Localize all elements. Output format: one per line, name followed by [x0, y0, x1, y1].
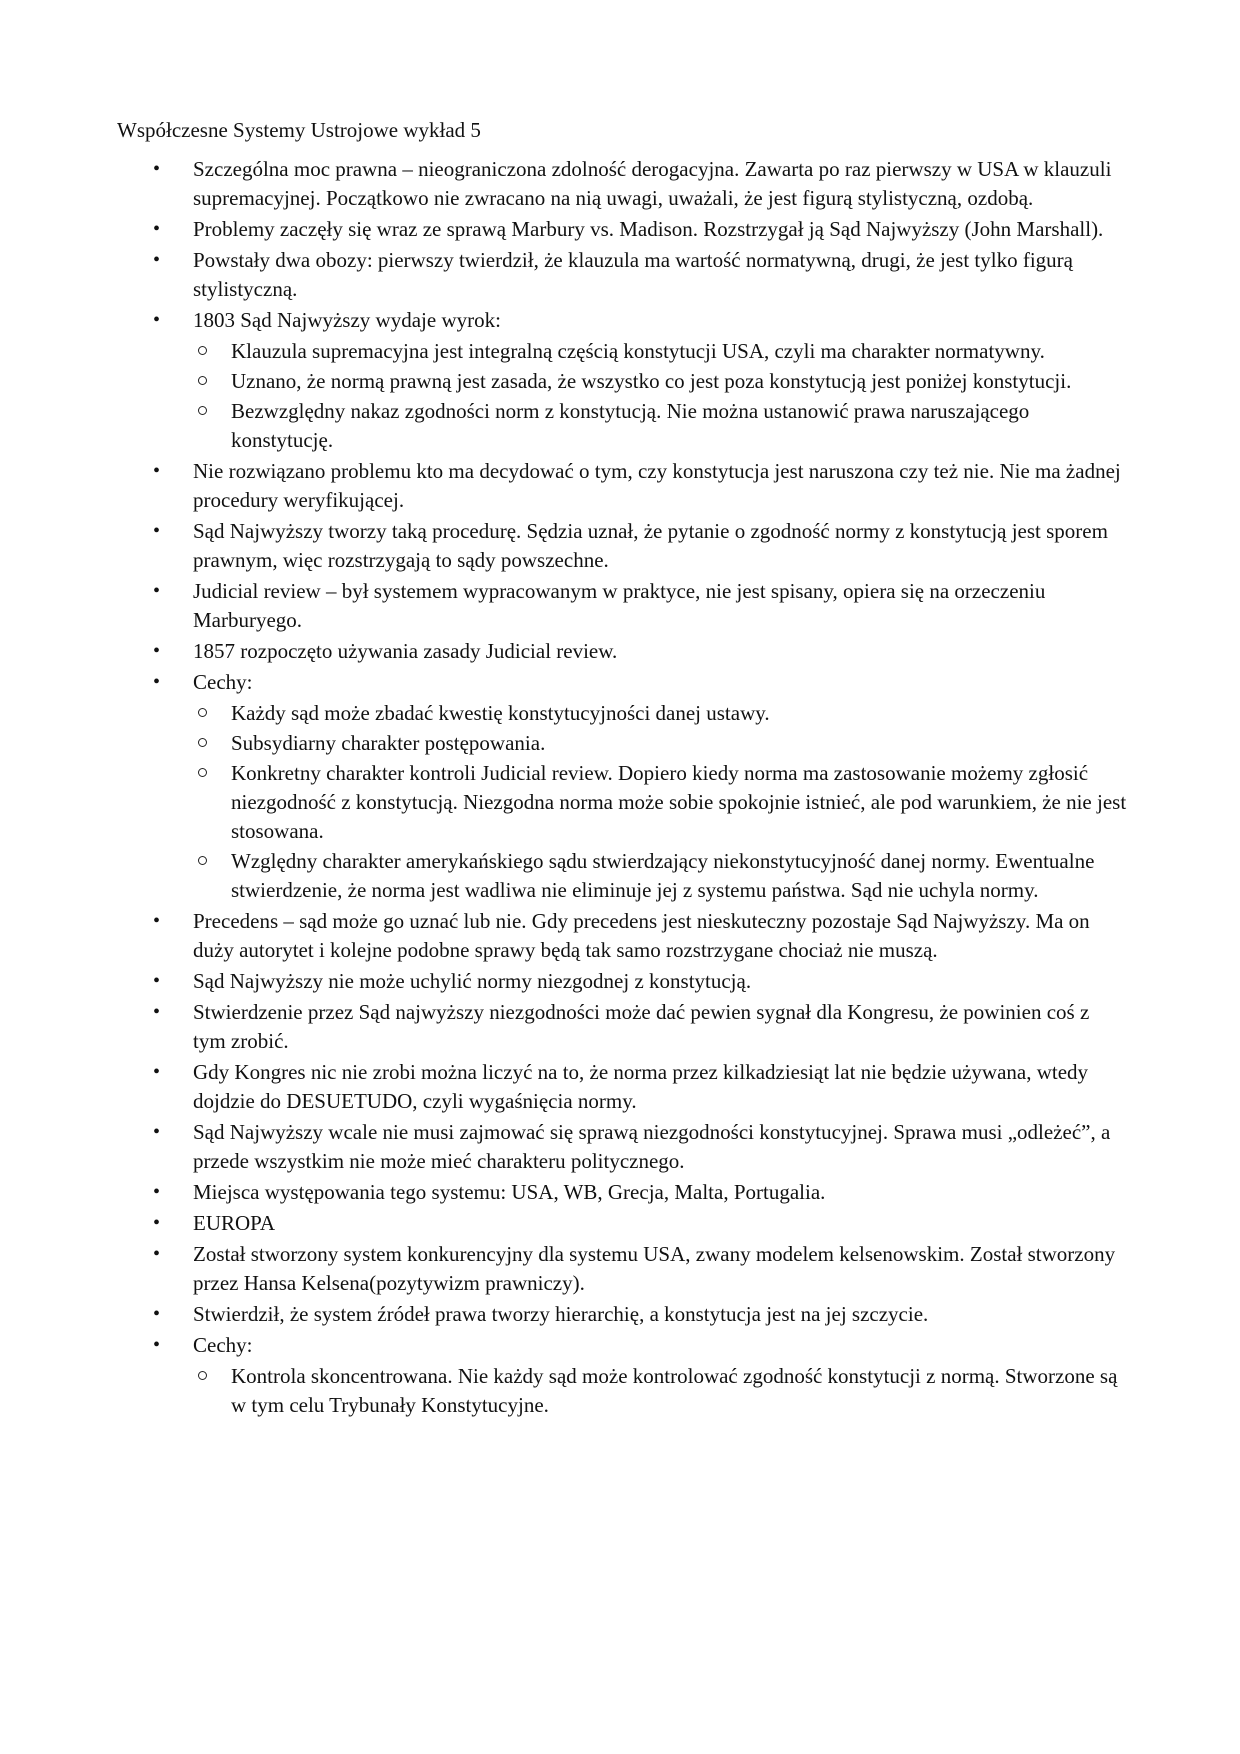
sub-list-item-text: Klauzula supremacyjna jest integralną częścią konstytucji USA, czyli ma charakter normatywny.: [231, 339, 1045, 363]
list-item-text: Precedens – sąd może go uznać lub nie. Gdy precedens jest nieskuteczny pozostaje Sąd Najwyższy. Ma on duży autorytet i kolejne podobne sprawy będą tak samo rozstrzygane chociaż nie muszą.: [193, 909, 1090, 962]
hollow-bullet-icon: [198, 738, 207, 747]
list-item: [117, 1331, 1127, 1420]
list-item-text: Judicial review – był systemem wypracowanym w praktyce, nie jest spisany, opiera się na orzeczeniu Marburyego.: [193, 579, 1046, 632]
sub-list: [193, 337, 1127, 455]
list-item-text: Cechy:: [193, 670, 253, 694]
list-item-text: Został stworzony system konkurencyjny dla systemu USA, zwany modelem kelsenowskim. Został stworzony przez Hansa Kelsena(pozytywizm prawniczy).: [193, 1242, 1116, 1295]
list-item: [117, 577, 1127, 635]
document-title: Współczesne Systemy Ustrojowe wykład 5: [117, 118, 481, 142]
list-item: [117, 215, 1127, 244]
document-page: [117, 116, 1127, 1422]
hollow-bullet-icon: [198, 376, 207, 385]
list-item: [117, 1178, 1127, 1207]
list-item: [117, 668, 1127, 905]
list-item: [117, 907, 1127, 965]
sub-list-item: [193, 699, 1127, 728]
bullet-icon: •: [153, 671, 161, 693]
bullet-icon: •: [153, 460, 161, 482]
bullet-icon: •: [153, 1303, 161, 1325]
sub-list-item: [193, 759, 1127, 846]
bullet-icon: •: [153, 1243, 161, 1265]
sub-list-item: [193, 367, 1127, 396]
list-item-text: Stwierdził, że system źródeł prawa tworzy hierarchię, a konstytucja jest na jej szczycie.: [193, 1302, 929, 1326]
list-item-text: EUROPA: [193, 1211, 276, 1235]
list-item: [117, 1058, 1127, 1116]
sub-list-item-text: Subsydiarny charakter postępowania.: [231, 731, 546, 755]
list-item-text: Problemy zaczęły się wraz ze sprawą Marbury vs. Madison. Rozstrzygał ją Sąd Najwyższy (John Marshall).: [193, 217, 1104, 241]
sub-list-item: [193, 337, 1127, 366]
bullet-icon: •: [153, 218, 161, 240]
bullet-icon: •: [153, 1212, 161, 1234]
bullet-icon: •: [153, 249, 161, 271]
sub-list: [193, 699, 1127, 905]
bullet-icon: •: [153, 309, 161, 331]
bullet-list: [117, 155, 1127, 1420]
list-item: [117, 517, 1127, 575]
list-item-text: Sąd Najwyższy tworzy taką procedurę. Sędzia uznał, że pytanie o zgodność normy z konstytucją jest sporem prawnym, więc rozstrzygają to sądy powszechne.: [193, 519, 1108, 572]
sub-list: [193, 1362, 1127, 1420]
list-item-text: 1857 rozpoczęto używania zasady Judicial review.: [193, 639, 618, 663]
bullet-icon: •: [153, 1334, 161, 1356]
sub-list-item-text: Konkretny charakter kontroli Judicial review. Dopiero kiedy norma ma zastosowanie możemy zgłosić niezgodność z konstytucją. Niezgodna norma może sobie spokojnie istnieć, ale pod warunkiem, że nie jest stosowana.: [231, 761, 1127, 843]
sub-list-item-text: Względny charakter amerykańskiego sądu stwierdzający niekonstytucyjność danej normy. Ewentualne stwierdzenie, że norma jest wadliwa nie eliminuje jej z systemu państwa. Sąd nie uchyla normy.: [231, 849, 1095, 902]
hollow-bullet-icon: [198, 768, 207, 777]
list-item-text: Szczególna moc prawna – nieograniczona zdolność derogacyjna. Zawarta po raz pierwszy w USA w klauzuli supremacyjnej. Początkowo nie zwracano na nią uwagi, uważali, że jest figurą stylistyczną, ozdobą.: [193, 157, 1112, 210]
list-item: [117, 246, 1127, 304]
sub-list-item-text: Każdy sąd może zbadać kwestię konstytucyjności danej ustawy.: [231, 701, 770, 725]
list-item-text: Powstały dwa obozy: pierwszy twierdził, że klauzula ma wartość normatywną, drugi, że jest tylko figurą stylistyczną.: [193, 248, 1073, 301]
sub-list-item-text: Uznano, że normą prawną jest zasada, że wszystko co jest poza konstytucją jest poniżej konstytucji.: [231, 369, 1072, 393]
sub-list-item: [193, 1362, 1127, 1420]
bullet-icon: •: [153, 158, 161, 180]
list-item-text: Sąd Najwyższy nie może uchylić normy niezgodnej z konstytucją.: [193, 969, 752, 993]
list-item: [117, 1209, 1127, 1238]
bullet-icon: •: [153, 520, 161, 542]
list-item: [117, 306, 1127, 455]
sub-list-item: [193, 847, 1127, 905]
list-item: [117, 637, 1127, 666]
list-item-text: Nie rozwiązano problemu kto ma decydować o tym, czy konstytucja jest naruszona czy też nie. Nie ma żadnej procedury weryfikującej.: [193, 459, 1121, 512]
sub-list-item-text: Kontrola skoncentrowana. Nie każdy sąd może kontrolować zgodność konstytucji z normą. Stworzone są w tym celu Trybunały Konstytucyjne.: [231, 1364, 1118, 1417]
hollow-bullet-icon: [198, 708, 207, 717]
list-item: [117, 1240, 1127, 1298]
bullet-icon: •: [153, 580, 161, 602]
list-item: [117, 998, 1127, 1056]
list-item-text: Miejsca występowania tego systemu: USA, WB, Grecja, Malta, Portugalia.: [193, 1180, 826, 1204]
bullet-icon: •: [153, 1121, 161, 1143]
bullet-icon: •: [153, 1181, 161, 1203]
list-item-text: 1803 Sąd Najwyższy wydaje wyrok:: [193, 308, 501, 332]
list-item-text: Sąd Najwyższy wcale nie musi zajmować się sprawą niezgodności konstytucyjnej. Sprawa musi „odleżeć”, a przede wszystkim nie może mieć charakteru politycznego.: [193, 1120, 1111, 1173]
bullet-icon: •: [153, 910, 161, 932]
list-item-text: Gdy Kongres nic nie zrobi można liczyć na to, że norma przez kilkadziesiąt lat nie będzie używana, wtedy dojdzie do DESUETUDO, czyli wygaśnięcia normy.: [193, 1060, 1089, 1113]
list-item-text: Stwierdzenie przez Sąd najwyższy niezgodności może dać pewien sygnał dla Kongresu, że powinien coś z tym zrobić.: [193, 1000, 1090, 1053]
bullet-icon: •: [153, 970, 161, 992]
list-item: [117, 1300, 1127, 1329]
list-item: [117, 457, 1127, 515]
hollow-bullet-icon: [198, 1371, 207, 1380]
hollow-bullet-icon: [198, 346, 207, 355]
list-item-text: Cechy:: [193, 1333, 253, 1357]
list-item: [117, 1118, 1127, 1176]
bullet-icon: •: [153, 640, 161, 662]
list-item: [117, 155, 1127, 213]
sub-list-item: [193, 397, 1127, 455]
sub-list-item-text: Bezwzględny nakaz zgodności norm z konstytucją. Nie można ustanowić prawa naruszającego konstytucję.: [231, 399, 1030, 452]
hollow-bullet-icon: [198, 406, 207, 415]
list-item: [117, 967, 1127, 996]
hollow-bullet-icon: [198, 856, 207, 865]
bullet-icon: •: [153, 1001, 161, 1023]
sub-list-item: [193, 729, 1127, 758]
bullet-icon: •: [153, 1061, 161, 1083]
